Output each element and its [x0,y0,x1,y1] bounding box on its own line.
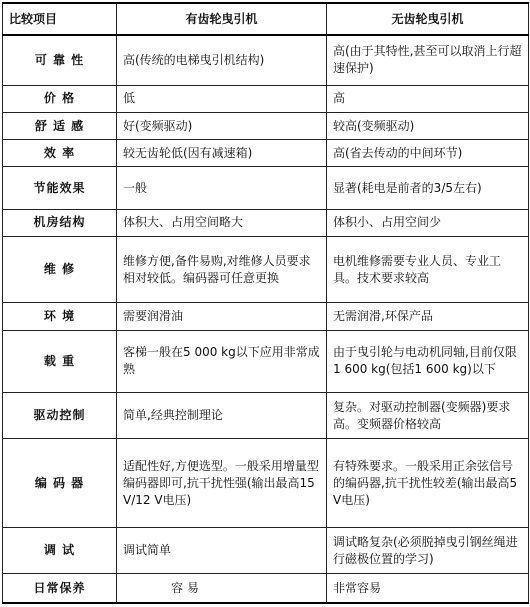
row-item: 载 重 [3,330,117,392]
gearless-cell: 高(由于其特性,甚至可以取消上行超速保护) [327,35,529,85]
geared-cell: 高(传统的电梯曳引机结构) [117,35,327,85]
table-row [3,392,529,438]
table-row [3,85,529,112]
gearless-cell: 有特殊要求。一般采用正余弦信号的编码器,抗干扰性较差(输出最高5 V电压) [327,439,529,528]
geared-cell: 需要润滑油 [117,303,327,330]
row-item: 日常保养 [3,574,117,603]
row-item: 舒 适 感 [3,113,117,140]
geared-cell: 体积大、占用空间略大 [117,209,327,236]
table-row [3,209,529,236]
geared-cell: 好(变频驱动) [117,113,327,140]
gearless-cell: 显著(耗电是前者的3/5左右) [327,167,529,209]
geared-cell: 一般 [117,167,327,209]
geared-cell: 客梯一般在5 000 kg以下应用非常成熟 [117,330,327,392]
geared-cell: 较无齿轮低(因有减速箱) [117,140,327,167]
geared-cell: 简单,经典控制理论 [117,392,327,438]
header-gearless: 无齿轮曳引机 [327,3,529,35]
gearless-cell: 复杂。对驱动控制器(变频器)要求高。变频器价格较高 [327,392,529,438]
table-row [3,167,529,209]
row-item: 效 率 [3,140,117,167]
gearless-cell: 非常容易 [327,574,529,603]
row-item: 调 试 [3,527,117,573]
gearless-cell: 电机维修需要专业人员、专业工具。技术要求较高 [327,236,529,302]
header-geared: 有齿轮曳引机 [117,3,327,35]
geared-cell: 适配性好,方便选型。一般采用增量型编码器即可,抗干扰性强(输出最高15 V/12 V电压) [117,439,327,528]
row-item: 机房结构 [3,209,117,236]
row-item: 可 靠 性 [3,35,117,85]
gearless-cell: 由于曳引轮与电动机同轴,目前仅限1 600 kg(包括1 600 kg)以下 [327,330,529,392]
gearless-cell: 调试略复杂(必须脱掉曳引钢丝绳进行磁极位置的学习) [327,527,529,573]
gearless-cell: 较高(变频驱动) [327,113,529,140]
table-row [3,574,529,603]
row-item: 环 境 [3,303,117,330]
geared-cell: 调试简单 [117,527,327,573]
table-row [3,140,529,167]
table-row [3,527,529,573]
geared-cell: 维修方便,备件易购,对维修人员要求相对较低。编码器可任意更换 [117,236,327,302]
header-row [3,3,529,35]
geared-cell: 低 [117,85,327,112]
table-row [3,113,529,140]
gearless-cell: 高 [327,85,529,112]
table-row [3,35,529,85]
row-item: 节能效果 [3,167,117,209]
row-item: 维 修 [3,236,117,302]
table-row [3,330,529,392]
table-row [3,236,529,302]
geared-cell: 容 易 [117,574,327,603]
header-item: 比较项目 [3,3,117,35]
gearless-cell: 高(省去传动的中间环节) [327,140,529,167]
table-row [3,303,529,330]
row-item: 驱动控制 [3,392,117,438]
gearless-cell: 体积小、占用空间少 [327,209,529,236]
comparison-table [2,2,529,604]
row-item: 编 码 器 [3,439,117,528]
gearless-cell: 无需润滑,环保产品 [327,303,529,330]
table-row [3,439,529,528]
row-item: 价 格 [3,85,117,112]
